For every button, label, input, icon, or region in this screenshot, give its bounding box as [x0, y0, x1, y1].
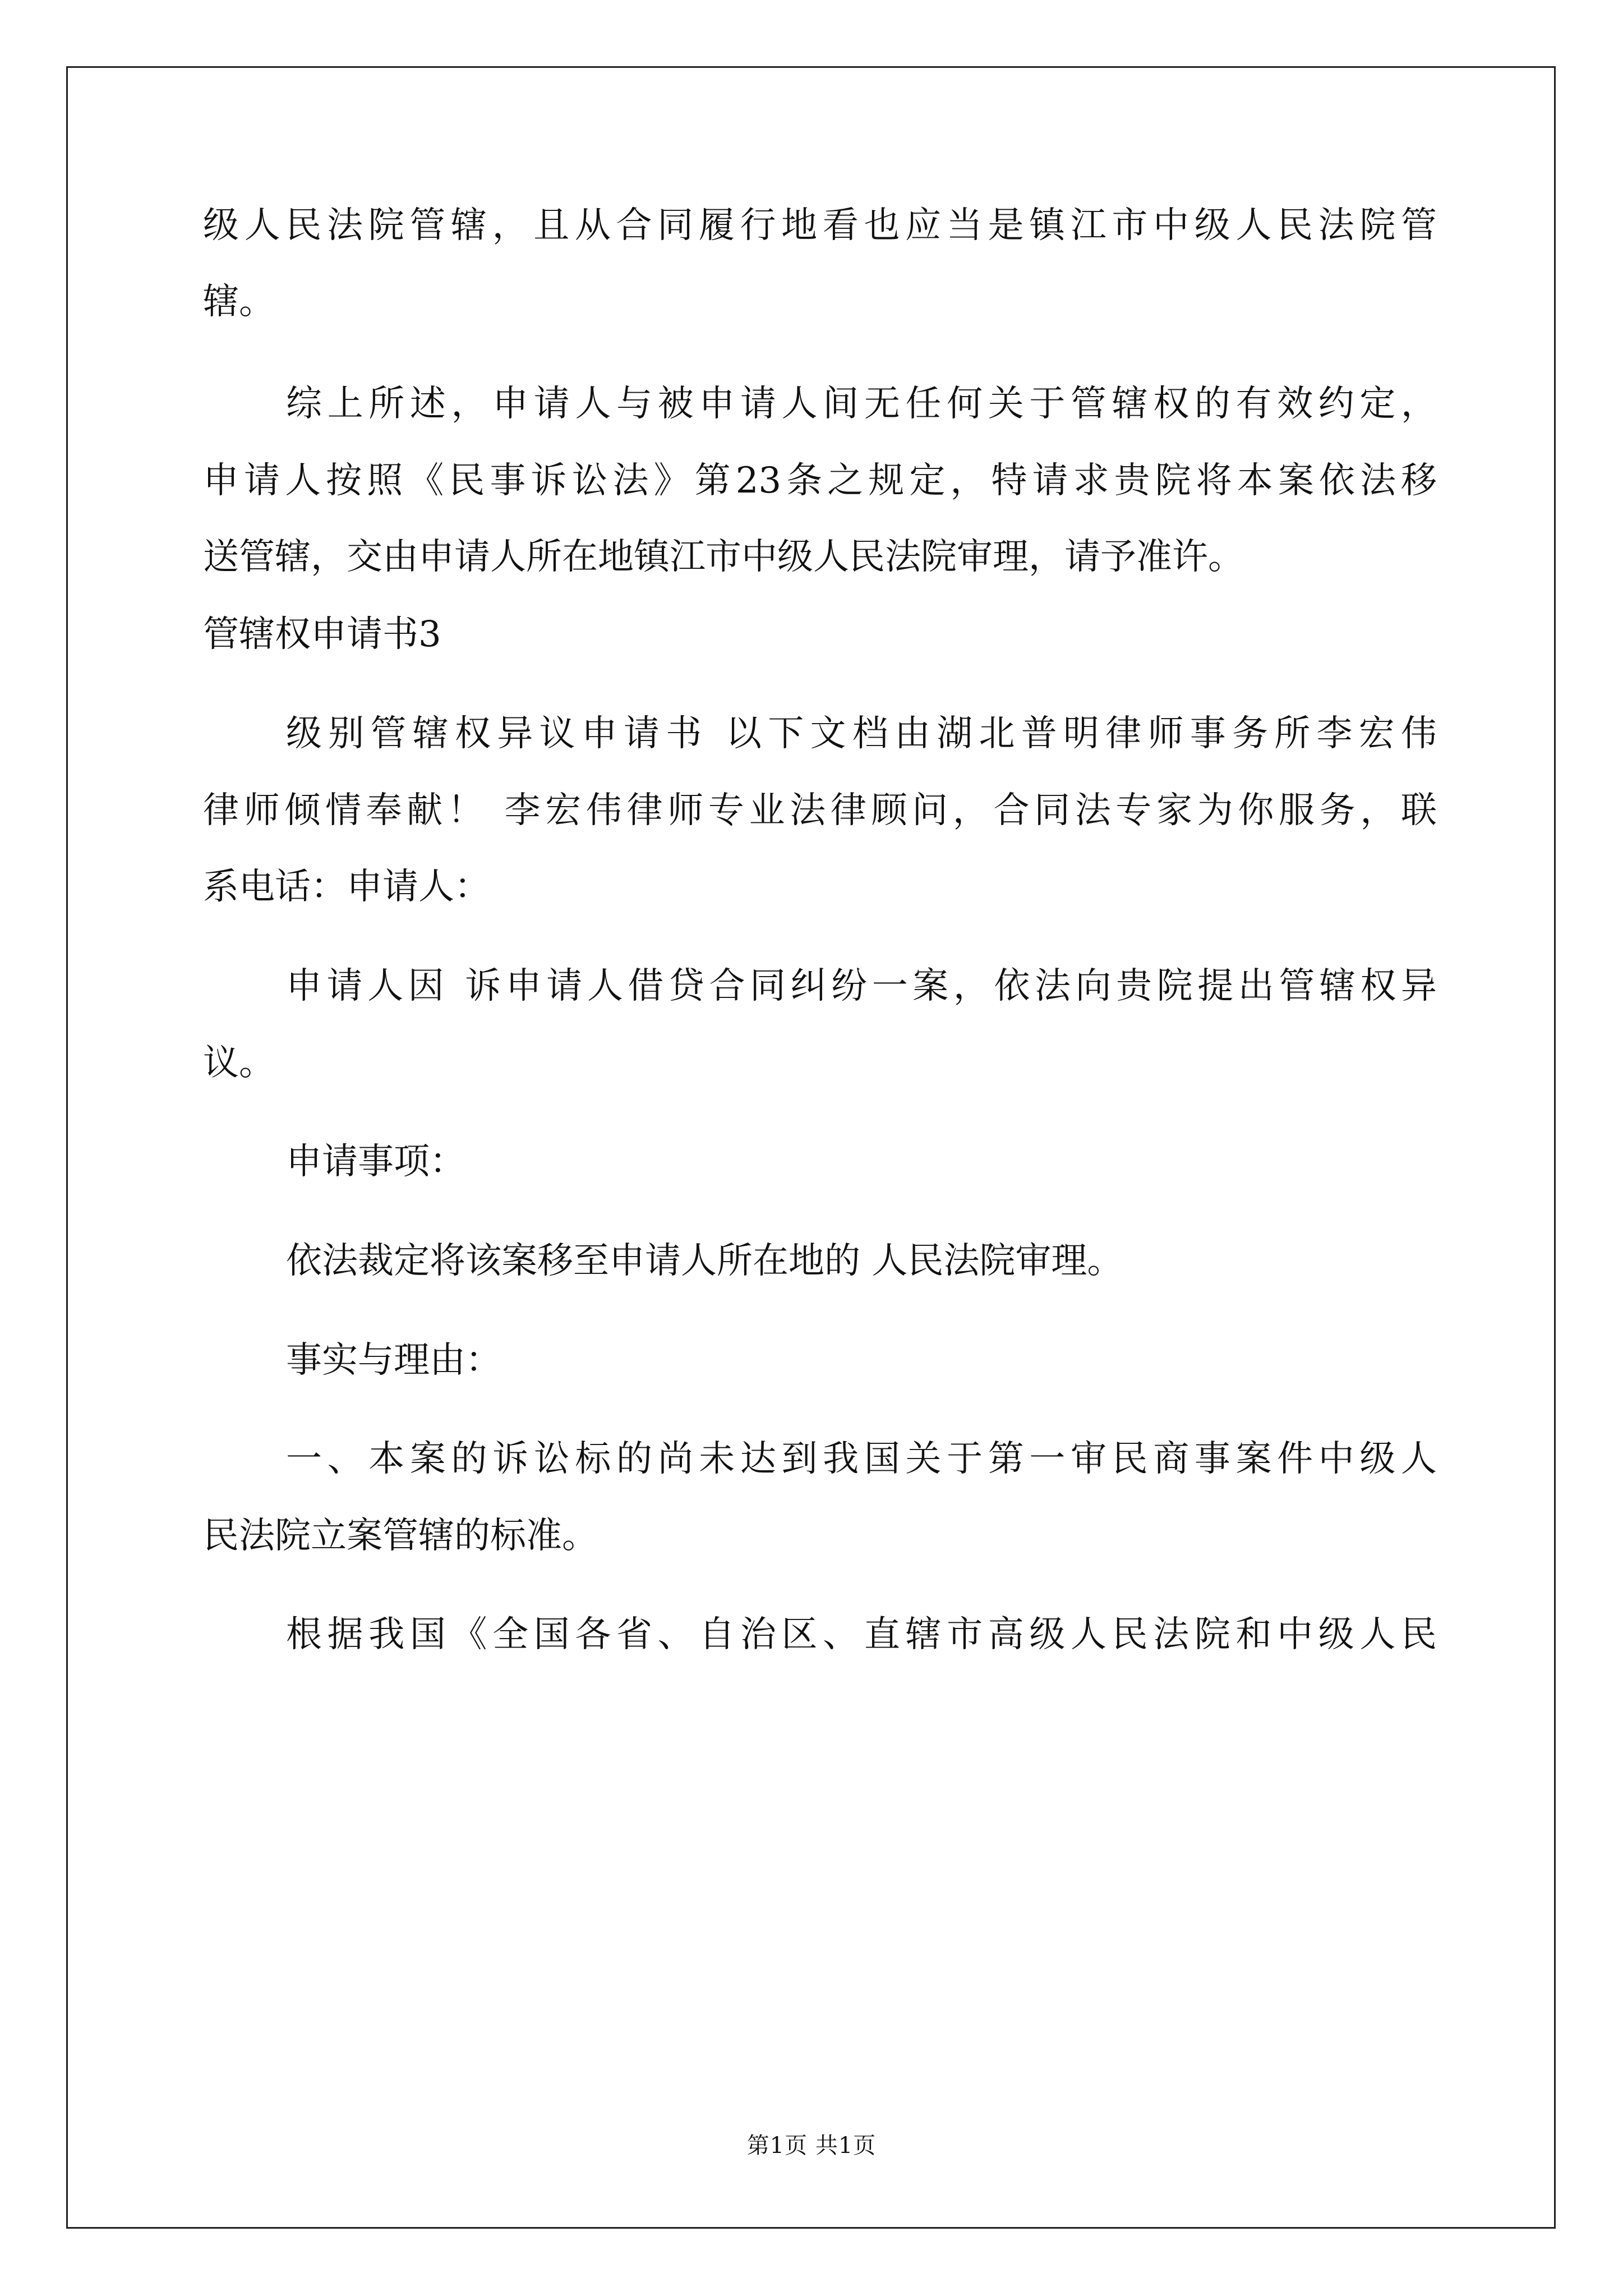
text-line: 辖。 [203, 281, 275, 323]
text-line: 根据我国《全国各省、自治区、直辖市高级人民法院和中级人民 [286, 1614, 1437, 1655]
text-line: 申请事项： [286, 1141, 465, 1182]
section-heading: 管辖权申请书3 [203, 614, 441, 655]
text-line: 级人民法院管辖，且从合同履行地看也应当是镇江市中级人民法院管 [203, 205, 1437, 246]
text-line: 一、本案的诉讼标的尚未达到我国关于第一审民商事案件中级人 [286, 1438, 1437, 1480]
text-line: 级别管辖权异议申请书 以下文档由湖北普明律师事务所李宏伟 [286, 713, 1437, 754]
page-number-footer: 第1页 共1页 [746, 2133, 877, 2159]
text-line: 民法院立案管辖的标准。 [203, 1515, 598, 1557]
text-line: 议。 [203, 1042, 275, 1084]
text-line: 系电话：申请人： [203, 866, 490, 908]
text-line: 申请人因 诉申请人借贷合同纠纷一案，依法向贵院提出管辖权异 [286, 965, 1437, 1007]
text-line: 事实与理由： [286, 1340, 501, 1381]
text-line: 律师倾情奉献！ 李宏伟律师专业法律顾问，合同法专家为你服务，联 [203, 790, 1437, 831]
text-line: 依法裁定将该案移至申请人所在地的 人民法院审理。 [286, 1240, 1123, 1282]
text-line: 申请人按照《民事诉讼法》第23条之规定，特请求贵院将本案依法移 [203, 460, 1437, 501]
text-line: 综上所述，申请人与被申请人间无任何关于管辖权的有效约定， [286, 383, 1437, 425]
text-line: 送管辖，交由申请人所在地镇江市中级人民法院审理，请予准许。 [203, 536, 1244, 578]
